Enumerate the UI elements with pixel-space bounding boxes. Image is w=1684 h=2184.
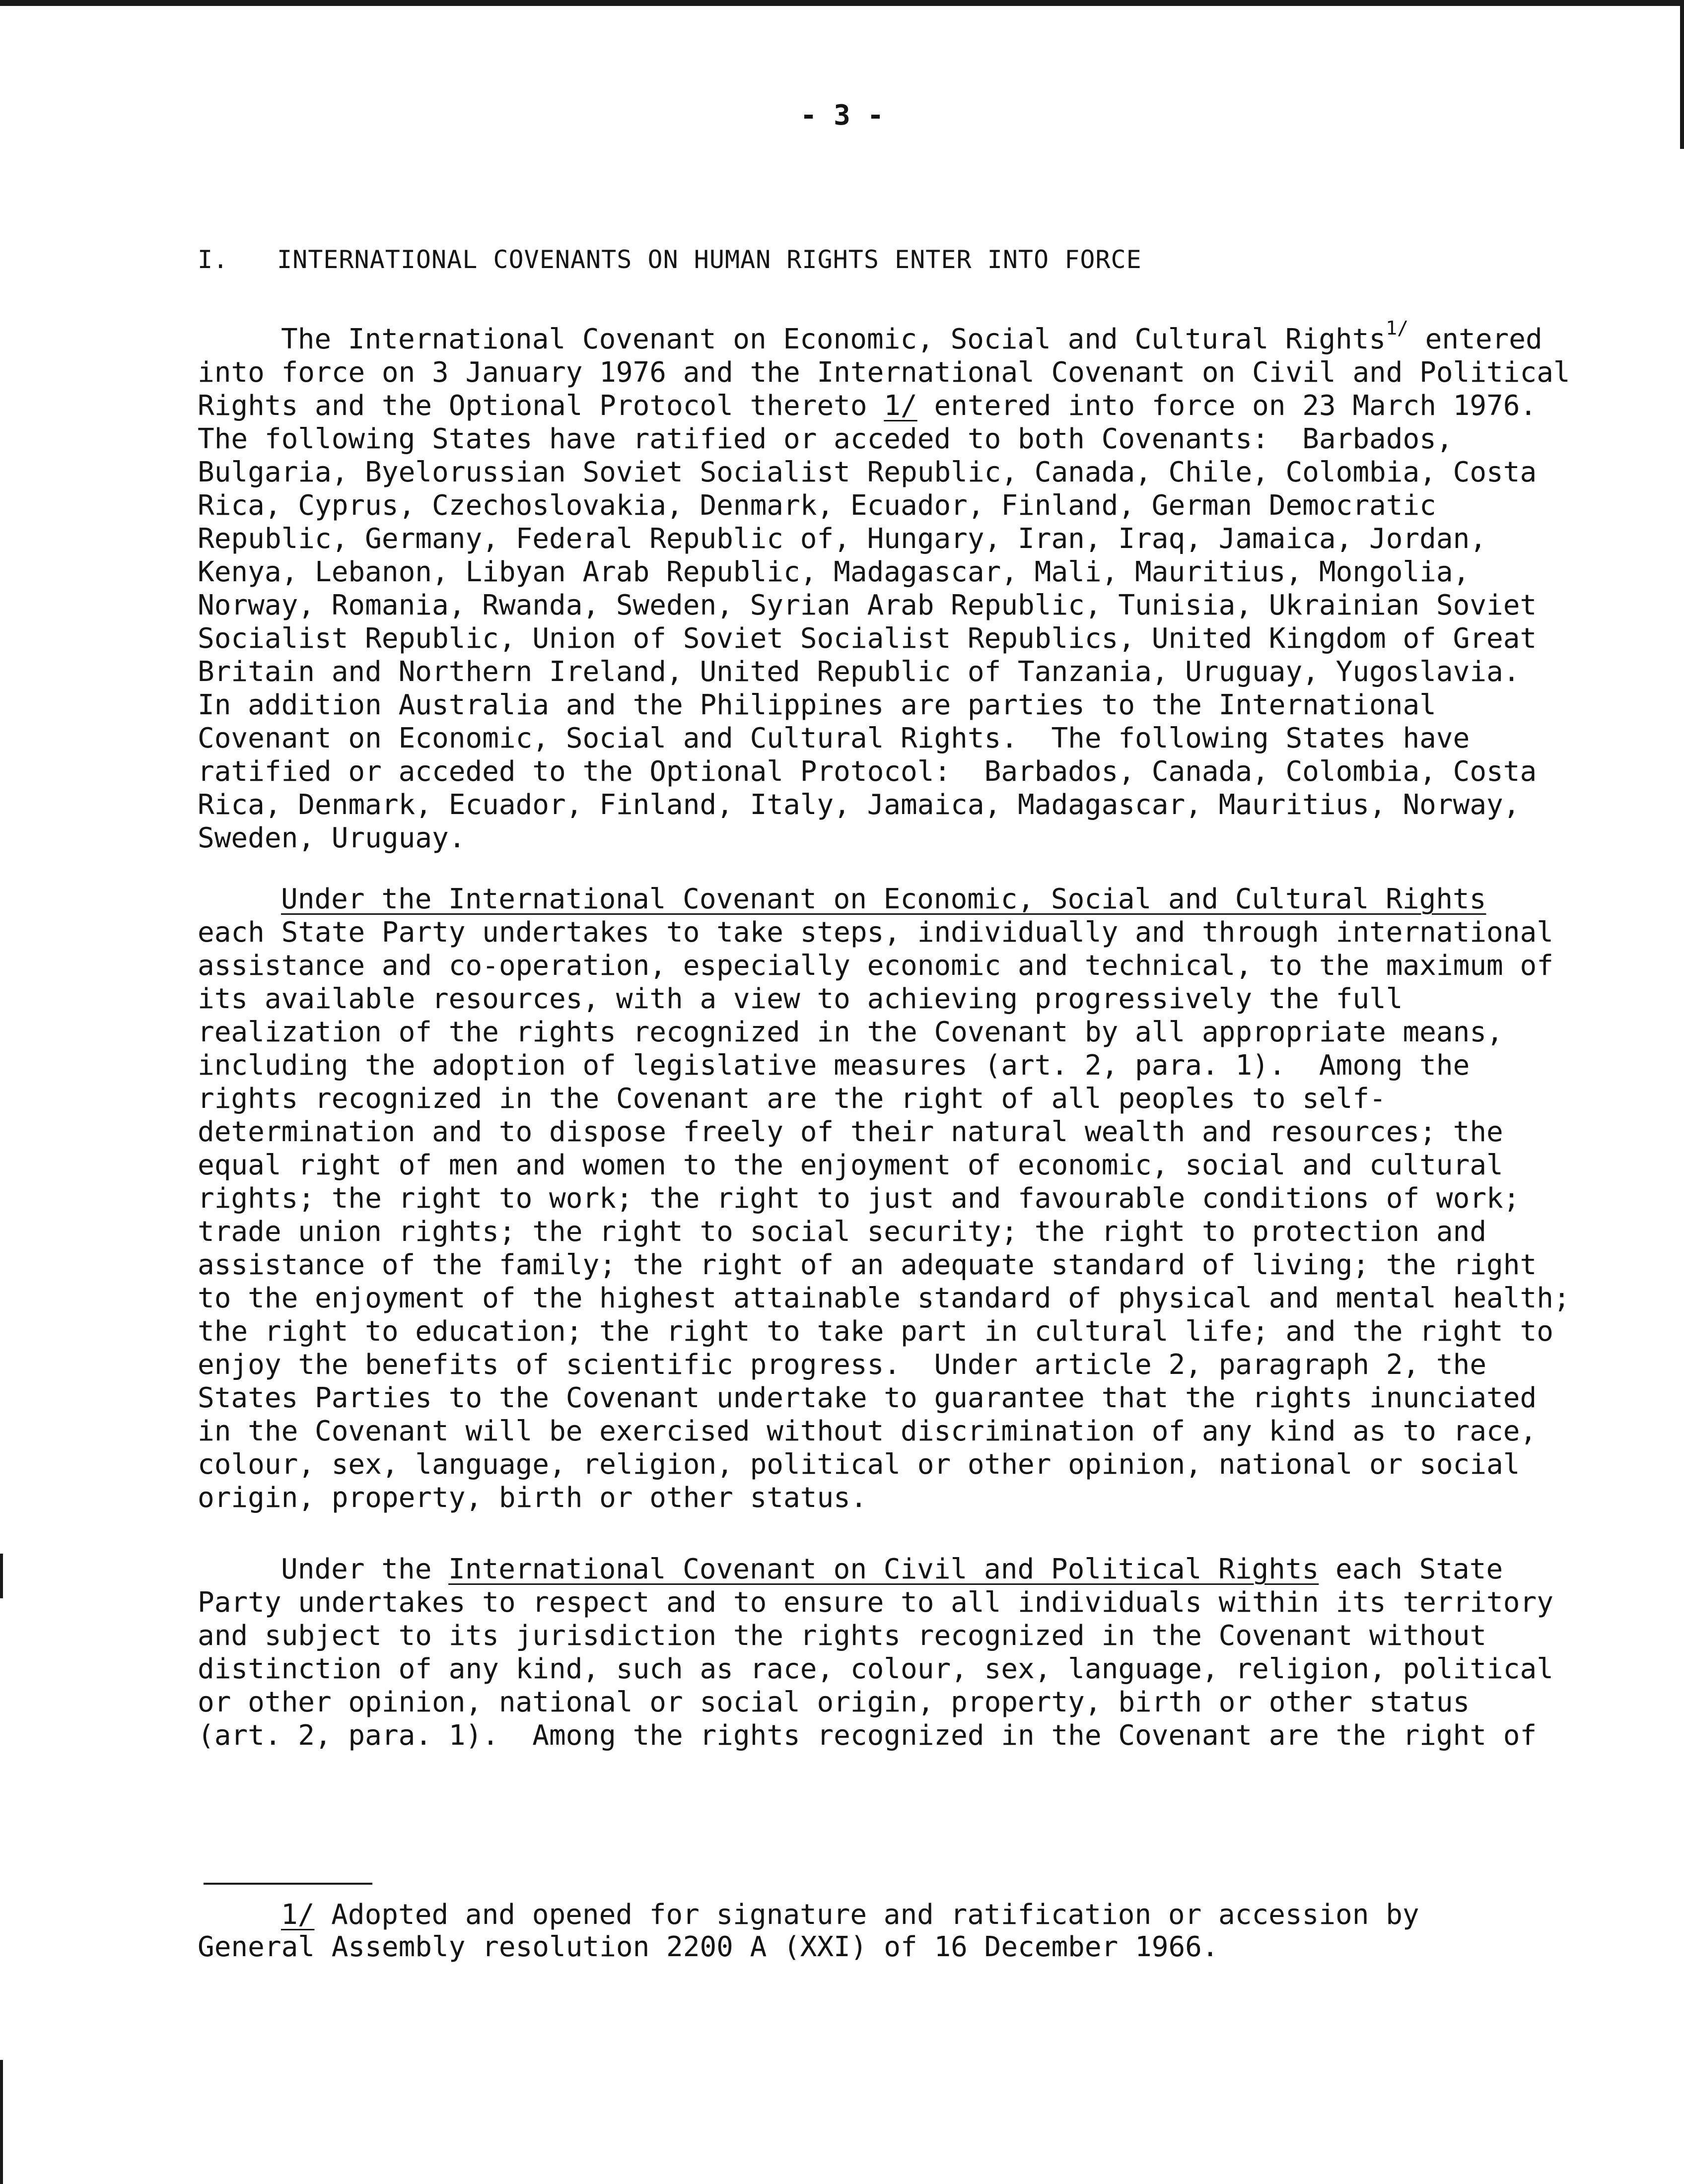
text-line: Norway, Romania, Rwanda, Sweden, Syrian Arab Republic, Tunisia, Ukrainian Soviet bbox=[198, 589, 1537, 621]
page-number: - 3 - bbox=[800, 99, 884, 132]
text-line: The following States have ratified or acceded to both Covenants: Barbados, bbox=[198, 423, 1453, 455]
covenant-title-underlined: Under the International Covenant on Economic, Social and Cultural Rights bbox=[281, 883, 1486, 915]
page-frame-top bbox=[0, 0, 1684, 6]
text-line: 1/ Adopted and opened for signature and ratification or accession by bbox=[281, 1899, 1419, 1931]
text-line: Rica, Denmark, Ecuador, Finland, Italy, Jamaica, Madagascar, Mauritius, Norway, bbox=[198, 789, 1520, 821]
covenant-title-underlined: International Covenant on Civil and Political Rights bbox=[448, 1553, 1319, 1585]
footnote bbox=[198, 1899, 1568, 1963]
text-line: Sweden, Uruguay. bbox=[198, 822, 466, 854]
text-line: colour, sex, language, religion, political or other opinion, national or social bbox=[198, 1448, 1520, 1481]
text-line: realization of the rights recognized in the Covenant by all appropriate means, bbox=[198, 1016, 1503, 1048]
scan-edge-mark bbox=[0, 1554, 3, 1598]
text-line: its available resources, with a view to achieving progressively the full bbox=[198, 983, 1403, 1015]
text-line: Bulgaria, Byelorussian Soviet Socialist Republic, Canada, Chile, Colombia, Costa bbox=[198, 456, 1537, 488]
text-line: Kenya, Lebanon, Libyan Arab Republic, Madagascar, Mali, Mauritius, Mongolia, bbox=[198, 556, 1470, 588]
text-line: or other opinion, national or social origin, property, birth or other status bbox=[198, 1686, 1470, 1718]
text-line: enjoy the benefits of scientific progress. Under article 2, paragraph 2, the bbox=[198, 1349, 1487, 1381]
text-line: the right to education; the right to take part in cultural life; and the right to bbox=[198, 1315, 1553, 1348]
section-title: INTERNATIONAL COVENANTS ON HUMAN RIGHTS ENTER INTO FORCE bbox=[277, 245, 1142, 274]
text-line: In addition Australia and the Philippines are parties to the International bbox=[198, 689, 1436, 721]
text-line: each State Party undertakes to take steps, individually and through international bbox=[198, 916, 1553, 949]
text-line bbox=[198, 883, 1568, 916]
text-line: ratified or acceded to the Optional Protocol: Barbados, Canada, Colombia, Costa bbox=[198, 755, 1537, 788]
text-line: rights recognized in the Covenant are the right of all peoples to self- bbox=[198, 1083, 1386, 1115]
text-line: equal right of men and women to the enjoyment of economic, social and cultural bbox=[198, 1149, 1503, 1181]
text-line: distinction of any kind, such as race, colour, sex, language, religion, political bbox=[198, 1653, 1553, 1685]
text-line: to the enjoyment of the highest attainable standard of physical and mental health; bbox=[198, 1282, 1570, 1314]
text-line: in the Covenant will be exercised without discrimination of any kind as to race, bbox=[198, 1415, 1537, 1447]
text-line: including the adoption of legislative measures (art. 2, para. 1). Among the bbox=[198, 1049, 1470, 1082]
text-line: and subject to its jurisdiction the rights recognized in the Covenant without bbox=[198, 1620, 1487, 1652]
footnote-mark: 1/ bbox=[281, 1899, 315, 1931]
paragraph-economic-covenant bbox=[198, 883, 1568, 1514]
text-line: determination and to dispose freely of their natural wealth and resources; the bbox=[198, 1116, 1503, 1148]
footnote-separator bbox=[204, 1883, 372, 1885]
footnote-ref[interactable]: 1/ bbox=[1386, 317, 1408, 339]
footnote-ref[interactable]: 1/ bbox=[884, 390, 917, 422]
text-line: Republic, Germany, Federal Republic of, Hungary, Iran, Iraq, Jamaica, Jordan, bbox=[198, 523, 1487, 555]
text-line: rights; the right to work; the right to just and favourable conditions of work; bbox=[198, 1182, 1520, 1215]
text-line: into force on 3 January 1976 and the International Covenant on Civil and Political bbox=[198, 356, 1570, 389]
paragraph-civil-covenant bbox=[198, 1553, 1568, 1752]
text-line: States Parties to the Covenant undertake to guarantee that the rights inunciated bbox=[198, 1382, 1537, 1414]
text-line: Socialist Republic, Union of Soviet Socialist Republics, United Kingdom of Great bbox=[198, 622, 1537, 655]
text-line: trade union rights; the right to social security; the right to protection and bbox=[198, 1216, 1487, 1248]
text-line: Britain and Northern Ireland, United Republic of Tanzania, Uruguay, Yugoslavia. bbox=[198, 656, 1520, 688]
text-line: Rica, Cyprus, Czechoslovakia, Denmark, Ecuador, Finland, German Democratic bbox=[198, 489, 1436, 522]
text-line: assistance and co-operation, especially economic and technical, to the maximum of bbox=[198, 950, 1553, 982]
text-line: (art. 2, para. 1). Among the rights recognized in the Covenant are the right of bbox=[198, 1719, 1537, 1752]
section-heading bbox=[198, 245, 1142, 274]
text-line: General Assembly resolution 2200 A (XXI) of 16 December 1966. bbox=[198, 1931, 1219, 1963]
paragraph-covenants-entry bbox=[198, 312, 1568, 855]
text-line: Rights and the Optional Protocol thereto 1/ entered into force on 23 March 1976. bbox=[198, 390, 1537, 422]
section-numeral: I. bbox=[198, 245, 229, 274]
text-line: origin, property, birth or other status. bbox=[198, 1482, 867, 1514]
text-line: The International Covenant on Economic, Social and Cultural Rights$^{1/}$ entered bbox=[281, 317, 1543, 355]
text-line: Covenant on Economic, Social and Cultural Rights. The following States have bbox=[198, 722, 1470, 754]
text-line: assistance of the family; the right of an adequate standard of living; the right bbox=[198, 1249, 1537, 1281]
text-line: Party undertakes to respect and to ensure to all individuals within its territory bbox=[198, 1586, 1553, 1619]
text-line: Under the International Covenant on Civil and Political Rights each State bbox=[281, 1553, 1503, 1585]
scan-edge-mark bbox=[0, 2060, 3, 2184]
